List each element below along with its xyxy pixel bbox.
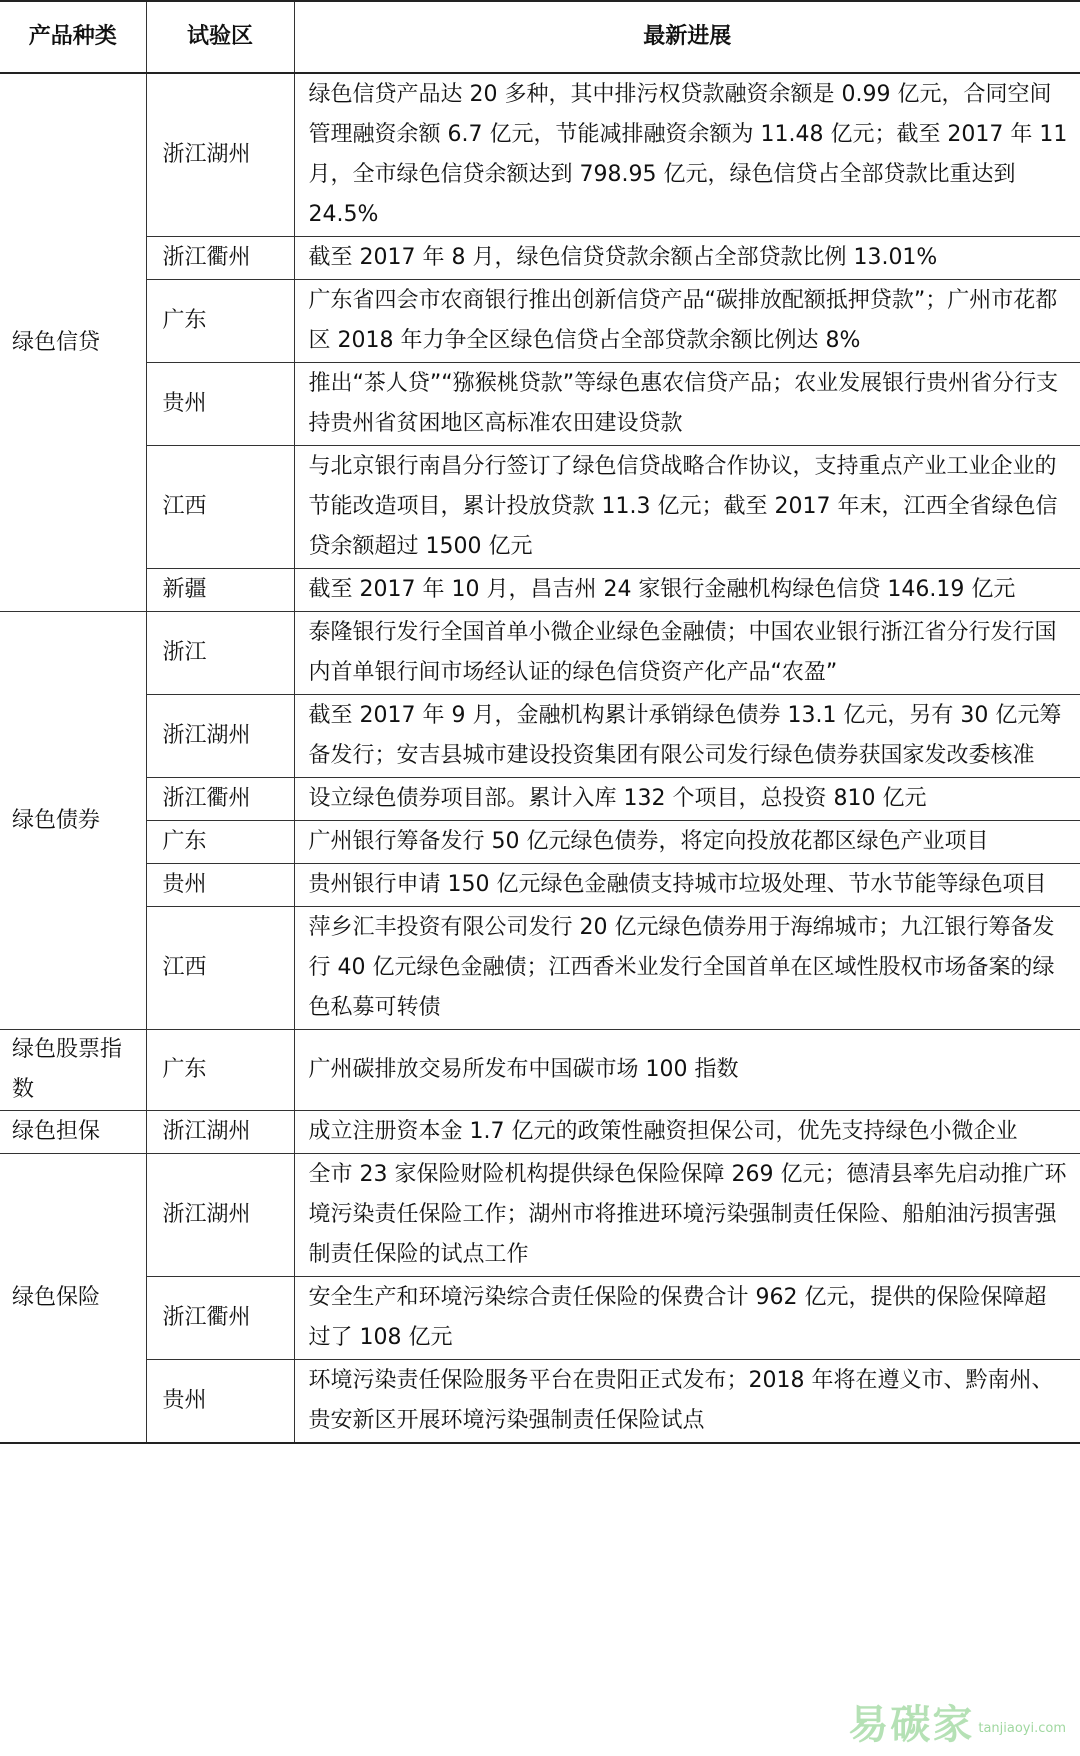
region-cell: 江西 — [146, 907, 294, 1030]
progress-cell: 设立绿色债券项目部。累计入库 132 个项目，总投资 810 亿元 — [294, 778, 1080, 821]
watermark-url: tanjiaoyi.com — [978, 1721, 1066, 1736]
progress-cell: 广州碳排放交易所发布中国碳市场 100 指数 — [294, 1030, 1080, 1111]
header-row — [0, 1, 1080, 73]
progress-cell: 安全生产和环境污染综合责任保险的保费合计 962 亿元，提供的保险保障超过了 108 亿元 — [294, 1277, 1080, 1360]
table-row — [0, 1111, 1080, 1154]
region-cell: 浙江湖州 — [146, 73, 294, 237]
category-cell: 绿色信贷 — [0, 73, 146, 612]
table-row — [0, 237, 1080, 280]
table-row — [0, 1277, 1080, 1360]
region-cell: 广东 — [146, 1030, 294, 1111]
progress-cell: 截至 2017 年 8 月，绿色信贷贷款余额占全部贷款比例 13.01% — [294, 237, 1080, 280]
table-row — [0, 864, 1080, 907]
progress-cell: 截至 2017 年 10 月，昌吉州 24 家银行金融机构绿色信贷 146.19 亿元 — [294, 569, 1080, 612]
region-cell: 浙江湖州 — [146, 1154, 294, 1277]
category-cell: 绿色股票指数 — [0, 1030, 146, 1111]
category-cell: 绿色债券 — [0, 612, 146, 1030]
table-row — [0, 280, 1080, 363]
progress-cell: 截至 2017 年 9 月，金融机构累计承销绿色债券 13.1 亿元，另有 30 亿元筹备发行；安吉县城市建设投资集团有限公司发行绿色债券获国家发改委核准 — [294, 695, 1080, 778]
region-cell: 贵州 — [146, 1360, 294, 1444]
region-cell: 新疆 — [146, 569, 294, 612]
table-row — [0, 363, 1080, 446]
region-cell: 浙江衢州 — [146, 1277, 294, 1360]
region-cell: 浙江湖州 — [146, 695, 294, 778]
table-row — [0, 446, 1080, 569]
table-row — [0, 1154, 1080, 1277]
progress-cell: 萍乡汇丰投资有限公司发行 20 亿元绿色债券用于海绵城市；九江银行筹备发行 40 亿元绿色金融债；江西香米业发行全国首单在区域性股权市场备案的绿色私募可转债 — [294, 907, 1080, 1030]
progress-cell: 泰隆银行发行全国首单小微企业绿色金融债；中国农业银行浙江省分行发行国内首单银行间市场经认证的绿色信贷资产化产品“农盈” — [294, 612, 1080, 695]
region-cell: 浙江衢州 — [146, 237, 294, 280]
region-cell: 浙江湖州 — [146, 1111, 294, 1154]
region-cell: 广东 — [146, 821, 294, 864]
table-row — [0, 821, 1080, 864]
table-row — [0, 612, 1080, 695]
table-row — [0, 695, 1080, 778]
region-cell: 江西 — [146, 446, 294, 569]
progress-cell: 广东省四会市农商银行推出创新信贷产品“碳排放配额抵押贷款”；广州市花都区 2018 年力争全区绿色信贷占全部贷款余额比例达 8% — [294, 280, 1080, 363]
watermark-logo: 易碳家 — [848, 1702, 975, 1748]
region-cell: 贵州 — [146, 864, 294, 907]
table-row — [0, 569, 1080, 612]
category-cell: 绿色保险 — [0, 1154, 146, 1444]
table-row — [0, 73, 1080, 237]
progress-cell: 推出“茶人贷”“猕猴桃贷款”等绿色惠农信贷产品；农业发展银行贵州省分行支持贵州省贫困地区高标准农田建设贷款 — [294, 363, 1080, 446]
header-progress: 最新进展 — [294, 1, 1080, 73]
table-row — [0, 1030, 1080, 1111]
table-row — [0, 907, 1080, 1030]
table-row — [0, 778, 1080, 821]
progress-cell: 环境污染责任保险服务平台在贵阳正式发布；2018 年将在遵义市、黔南州、贵安新区开展环境污染强制责任保险试点 — [294, 1360, 1080, 1444]
progress-cell: 绿色信贷产品达 20 多种，其中排污权贷款融资余额是 0.99 亿元，合同空间管理融资余额 6.7 亿元，节能减排融资余额为 11.48 亿元；截至 2017 年 11 月，全市绿色信贷余额达到 798.95 亿元，绿色信贷占全部贷款比重达到 24.5% — [294, 73, 1080, 237]
region-cell: 浙江衢州 — [146, 778, 294, 821]
header-region: 试验区 — [146, 1, 294, 73]
region-cell: 广东 — [146, 280, 294, 363]
progress-cell: 成立注册资本金 1.7 亿元的政策性融资担保公司，优先支持绿色小微企业 — [294, 1111, 1080, 1154]
table-row — [0, 1360, 1080, 1444]
table-body — [0, 73, 1080, 1443]
progress-cell: 贵州银行申请 150 亿元绿色金融债支持城市垃圾处理、节水节能等绿色项目 — [294, 864, 1080, 907]
header-category: 产品种类 — [0, 1, 146, 73]
category-cell: 绿色担保 — [0, 1111, 146, 1154]
region-cell: 浙江 — [146, 612, 294, 695]
progress-cell: 广州银行筹备发行 50 亿元绿色债券，将定向投放花都区绿色产业项目 — [294, 821, 1080, 864]
region-cell: 贵州 — [146, 363, 294, 446]
watermark — [848, 1693, 1066, 1750]
progress-cell: 与北京银行南昌分行签订了绿色信贷战略合作协议，支持重点产业工业企业的节能改造项目，累计投放贷款 11.3 亿元；截至 2017 年末，江西全省绿色信贷余额超过 1500 亿元 — [294, 446, 1080, 569]
progress-cell: 全市 23 家保险财险机构提供绿色保险保障 269 亿元；德清县率先启动推广环境污染责任保险工作；湖州市将推进环境污染强制责任保险、船舶油污损害强制责任保险的试点工作 — [294, 1154, 1080, 1277]
